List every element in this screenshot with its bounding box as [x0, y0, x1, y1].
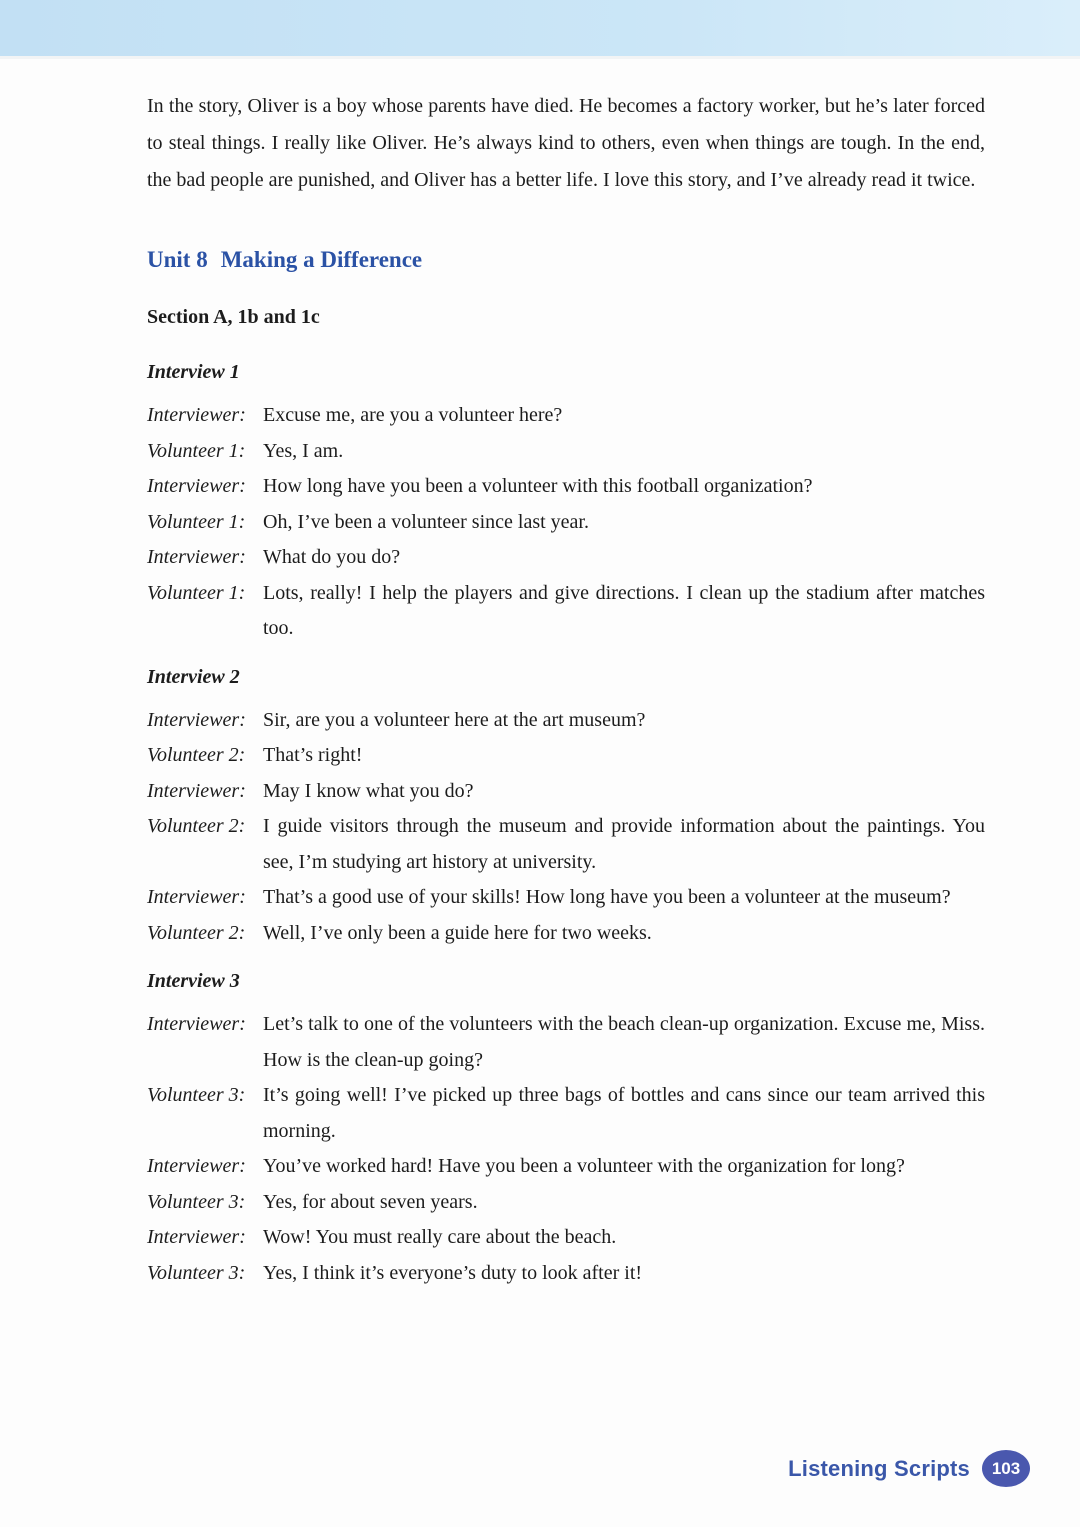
dialogue-turn — [147, 703, 985, 739]
dialogue-text: Lots, really! I help the players and give directions. I clean up the stadium after matches too. — [263, 581, 985, 639]
interview-1 — [147, 355, 985, 647]
dialogue-text: How long have you been a volunteer with this football organization? — [263, 475, 813, 497]
speaker-label: Interviewer: — [147, 708, 246, 731]
dialogue-text: Sir, are you a volunteer here at the art museum? — [263, 708, 646, 731]
speaker-label: Interviewer: — [147, 1226, 246, 1248]
dialogue-turn — [147, 469, 985, 505]
footer-section-label: Listening Scripts — [788, 1455, 970, 1481]
speaker-label: Volunteer 3: — [147, 1190, 246, 1213]
dialogue-turn — [147, 576, 985, 647]
speaker-label: Volunteer 1: — [147, 439, 246, 462]
dialogue-text: Let’s talk to one of the volunteers with the beach clean-up organization. Excuse me, Miss. How is the clean-up going? — [263, 1013, 985, 1071]
dialogue-turn — [147, 1007, 985, 1078]
dialogue-text: I guide visitors through the museum and provide information about the paintings. You see, I’m studying art history at university. — [263, 815, 985, 873]
speaker-label: Volunteer 2: — [147, 815, 246, 837]
interview-2-heading: Interview 2 — [147, 665, 240, 688]
dialogue-text: Yes, for about seven years. — [263, 1190, 478, 1213]
dialogue-turn — [147, 540, 985, 576]
unit-title — [147, 245, 985, 275]
page-footer — [788, 1450, 1030, 1487]
dialogue-text: That’s a good use of your skills! How long have you been a volunteer at the museum? — [263, 886, 951, 908]
dialogue-text: You’ve worked hard! Have you been a volunteer with the organization for long? — [263, 1155, 905, 1177]
dialogue-text: Yes, I think it’s everyone’s duty to look after it! — [263, 1261, 643, 1284]
speaker-label: Volunteer 2: — [147, 744, 246, 766]
speaker-label: Volunteer 3: — [147, 1084, 246, 1106]
speaker-label: Volunteer 1: — [147, 510, 246, 533]
speaker-label: Interviewer: — [147, 475, 246, 497]
speaker-label: Volunteer 3: — [147, 1261, 246, 1284]
dialogue-text: Yes, I am. — [263, 439, 344, 462]
page-header-band — [0, 0, 1080, 56]
dialogue-text: It’s going well! I’ve picked up three bags of bottles and cans since our team arrived this morning. — [263, 1084, 985, 1142]
dialogue-turn — [147, 738, 985, 774]
dialogue-turn — [147, 916, 985, 952]
dialogue-turn — [147, 809, 985, 880]
dialogue-text: That’s right! — [263, 744, 363, 766]
unit-number: Unit 8 — [147, 247, 208, 272]
dialogue-turn — [147, 1078, 985, 1149]
dialogue-turn — [147, 1220, 985, 1256]
dialogue-text: Well, I’ve only been a guide here for two weeks. — [263, 921, 652, 944]
interview-2 — [147, 660, 985, 952]
interview-3-heading: Interview 3 — [147, 970, 240, 992]
dialogue-turn — [147, 1185, 985, 1221]
speaker-label: Interviewer: — [147, 1013, 246, 1035]
dialogue-turn — [147, 505, 985, 541]
speaker-label: Interviewer: — [147, 886, 246, 908]
dialogue-turn — [147, 774, 985, 810]
speaker-label: Interviewer: — [147, 779, 246, 802]
dialogue-text: May I know what you do? — [263, 779, 474, 802]
intro-paragraph: In the story, Oliver is a boy whose parents have died. He becomes a factory worker, but he’s later forced to steal things. I really like Oliver. He’s always kind to others, even when things are tough. In the end, the bad people are punished, and Oliver has a better life. I love this story, and I’ve already read it twice. — [147, 95, 985, 191]
dialogue-turn — [147, 1149, 985, 1185]
dialogue-turn — [147, 434, 985, 470]
dialogue-turn — [147, 1256, 985, 1292]
interview-3 — [147, 964, 985, 1291]
interview-1-heading: Interview 1 — [147, 361, 240, 383]
speaker-label: Interviewer: — [147, 1155, 246, 1177]
dialogue-turn — [147, 398, 985, 434]
speaker-label: Interviewer: — [147, 404, 246, 426]
speaker-label: Interviewer: — [147, 546, 246, 568]
unit-name: Making a Difference — [220, 247, 423, 272]
dialogue-text: Wow! You must really care about the beach. — [263, 1226, 617, 1248]
page-number-badge: 103 — [982, 1450, 1030, 1487]
speaker-label: Volunteer 1: — [147, 581, 246, 604]
speaker-label: Volunteer 2: — [147, 921, 246, 944]
dialogue-turn — [147, 880, 985, 916]
dialogue-text: What do you do? — [263, 546, 401, 568]
dialogue-text: Oh, I’ve been a volunteer since last year. — [263, 510, 589, 533]
section-heading: Section A, 1b and 1c — [147, 306, 320, 328]
dialogue-text: Excuse me, are you a volunteer here? — [263, 404, 563, 426]
page-content — [147, 88, 985, 1304]
